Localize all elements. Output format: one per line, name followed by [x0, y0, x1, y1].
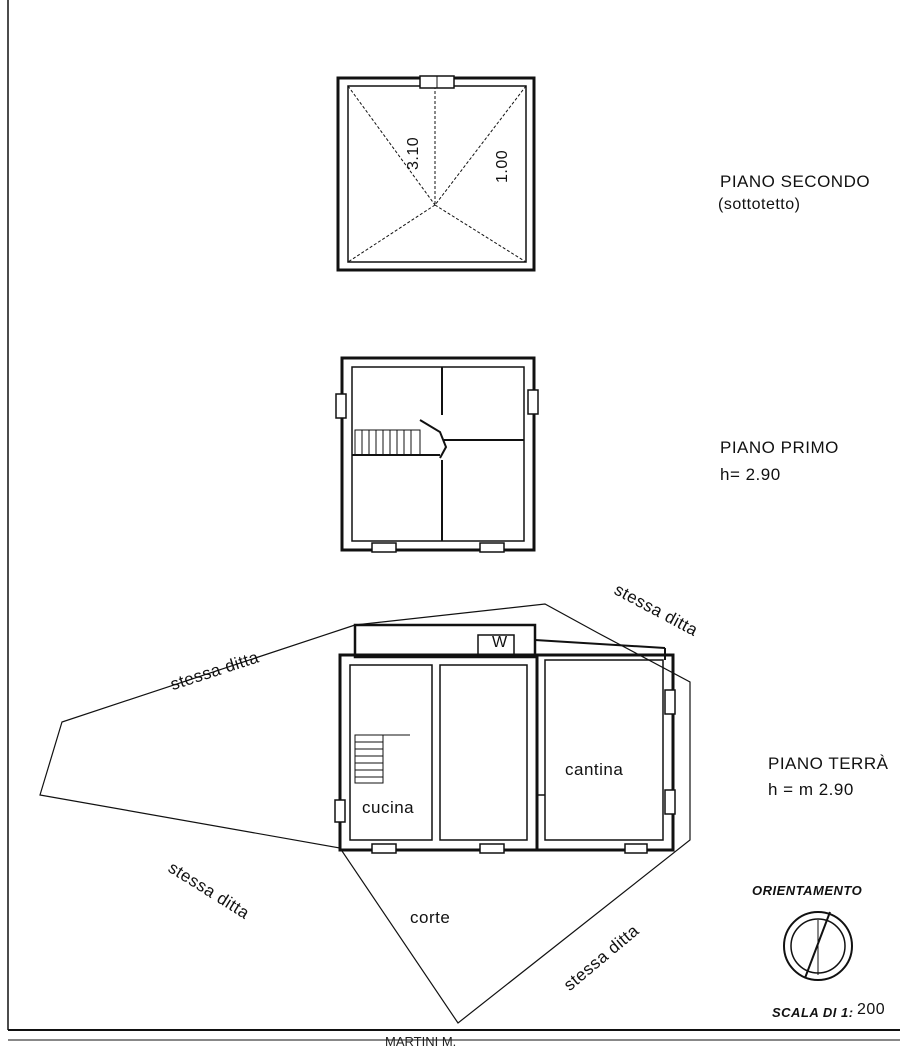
dimension-label: 1.00	[494, 149, 511, 183]
compass-icon	[784, 912, 852, 980]
scale-value: 200	[857, 1001, 886, 1018]
scale-label: SCALA DI 1:	[772, 1005, 854, 1020]
floor-height-terra: h = m 2.90	[768, 780, 854, 799]
plan-piano-primo	[336, 358, 538, 552]
neighbour-label: stessa ditta	[611, 580, 702, 640]
room-label-cucina: cucina	[362, 798, 415, 817]
area-label-corte: corte	[410, 908, 451, 927]
neighbour-label: stessa ditta	[560, 920, 643, 995]
room-label-wc: W	[492, 634, 508, 651]
neighbour-label: stessa ditta	[168, 647, 262, 695]
floor-height-primo: h= 2.90	[720, 465, 781, 484]
dimension-label: 3.10	[405, 136, 422, 170]
floor-title-primo: PIANO PRIMO	[720, 438, 839, 457]
owner-name: MARTINI M.	[385, 1034, 457, 1049]
floor-title-secondo: PIANO SECONDO	[720, 172, 871, 191]
orientation-label: ORIENTAMENTO	[752, 883, 863, 898]
room-label-cantina: cantina	[565, 760, 624, 779]
floor-subtitle-secondo: (sottotetto)	[718, 196, 801, 213]
neighbour-label: stessa ditta	[164, 858, 254, 923]
floor-title-terra: PIANO TERRÀ	[768, 754, 889, 773]
